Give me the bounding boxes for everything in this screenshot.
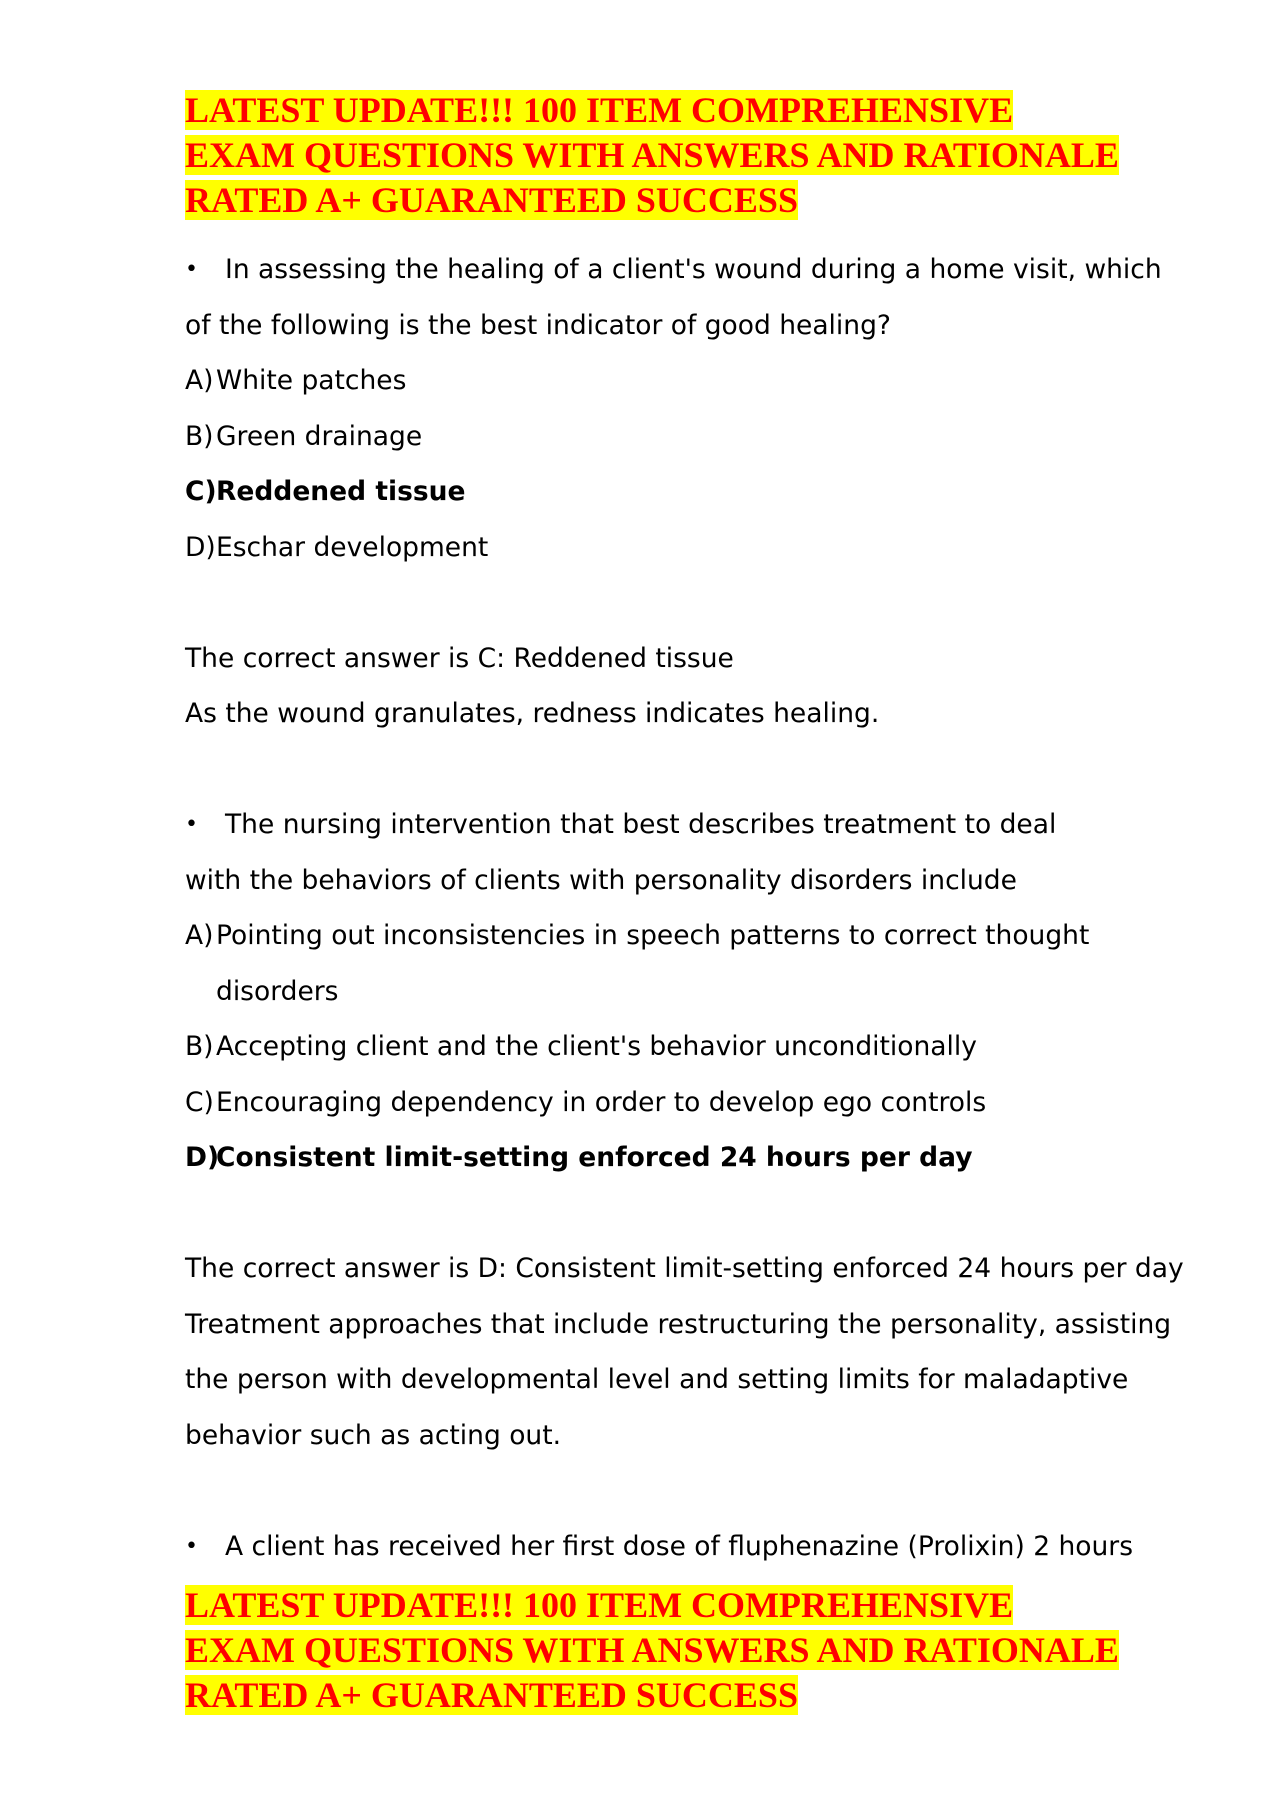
spacer — [185, 575, 1195, 631]
q2-answer: The correct answer is D: Consistent limit-setting enforced 24 hours per day — [185, 1253, 1184, 1284]
q2-option-c-letter: C) — [185, 1086, 214, 1118]
q2-option-b — [185, 1019, 1195, 1075]
q1-option-d-letter: D) — [185, 531, 216, 563]
q2-option-a — [185, 908, 1195, 964]
q1-option-c-text: Reddened tissue — [216, 476, 466, 507]
spacer — [185, 742, 1195, 798]
q2-option-a-text: Pointing out inconsistencies in speech patterns to correct thought — [216, 920, 1090, 951]
footer-banner-line-1: LATEST UPDATE!!! 100 ITEM COMPREHENSIVE — [185, 1585, 1014, 1625]
banner-line-3: RATED A+ GUARANTEED SUCCESS — [185, 180, 798, 220]
q1-option-c-letter: C) — [185, 476, 217, 507]
footer-banner-line-3: RATED A+ GUARANTEED SUCCESS — [185, 1675, 798, 1715]
q1-option-a-letter: A) — [185, 365, 214, 396]
q3-stem-line-1: • A client has received her first dose of fluphenazine (Prolixin) 2 hours — [185, 1519, 1195, 1575]
banner-line-2: EXAM QUESTIONS WITH ANSWERS AND RATIONALE — [185, 135, 1119, 175]
q1-option-d — [185, 520, 1195, 576]
q2-stem-line-1: • The nursing intervention that best describes treatment to deal — [185, 797, 1195, 853]
spacer — [185, 1186, 1195, 1242]
q1-option-a-text: White patches — [216, 365, 407, 396]
q2-option-a-letter: A) — [185, 920, 214, 951]
q2-option-b-text: Accepting client and the client's behavior unconditionally — [216, 1031, 977, 1062]
header-banner — [185, 88, 1119, 223]
q1-stem-line-2: of the following is the best indicator of good healing? — [185, 309, 891, 341]
q1-stem-line-1: • In assessing the healing of a client's wound during a home visit, which — [185, 242, 1195, 298]
q1-option-d-text: Eschar development — [216, 531, 489, 563]
footer-banner-line-2: EXAM QUESTIONS WITH ANSWERS AND RATIONALE — [185, 1630, 1119, 1670]
q2-option-d-correct — [185, 1130, 1195, 1186]
q2-option-d-text: Consistent limit-setting enforced 24 hours per day — [216, 1142, 973, 1173]
q2-stem-line-2: with the behaviors of clients with personality disorders include — [185, 864, 1017, 896]
q2-rationale-line-2: the person with developmental level and setting limits for maladaptive — [185, 1364, 1129, 1395]
q2-option-b-letter: B) — [185, 1031, 214, 1062]
q2-option-c-text: Encouraging dependency in order to develop ego controls — [216, 1086, 987, 1118]
q1-option-b-text: Green drainage — [216, 420, 423, 452]
spacer — [185, 1463, 1195, 1519]
q1-option-b — [185, 409, 1195, 465]
q2-rationale-line-1: Treatment approaches that include restructuring the personality, assisting — [185, 1308, 1172, 1340]
banner-line-1: LATEST UPDATE!!! 100 ITEM COMPREHENSIVE — [185, 90, 1014, 130]
footer-banner — [185, 1583, 1119, 1718]
q1-rationale: As the wound granulates, redness indicates healing. — [185, 698, 880, 729]
document-body — [185, 242, 1195, 1574]
q1-option-a — [185, 353, 1195, 409]
q2-option-d-letter: D) — [185, 1142, 220, 1173]
q1-answer: The correct answer is C: Reddened tissue — [185, 642, 734, 674]
q1-option-b-letter: B) — [185, 420, 214, 452]
q2-option-a-continuation: disorders — [216, 975, 339, 1007]
q2-option-c — [185, 1075, 1195, 1131]
q1-option-c-correct — [185, 464, 1195, 520]
q2-rationale-line-3: behavior such as acting out. — [185, 1419, 562, 1451]
